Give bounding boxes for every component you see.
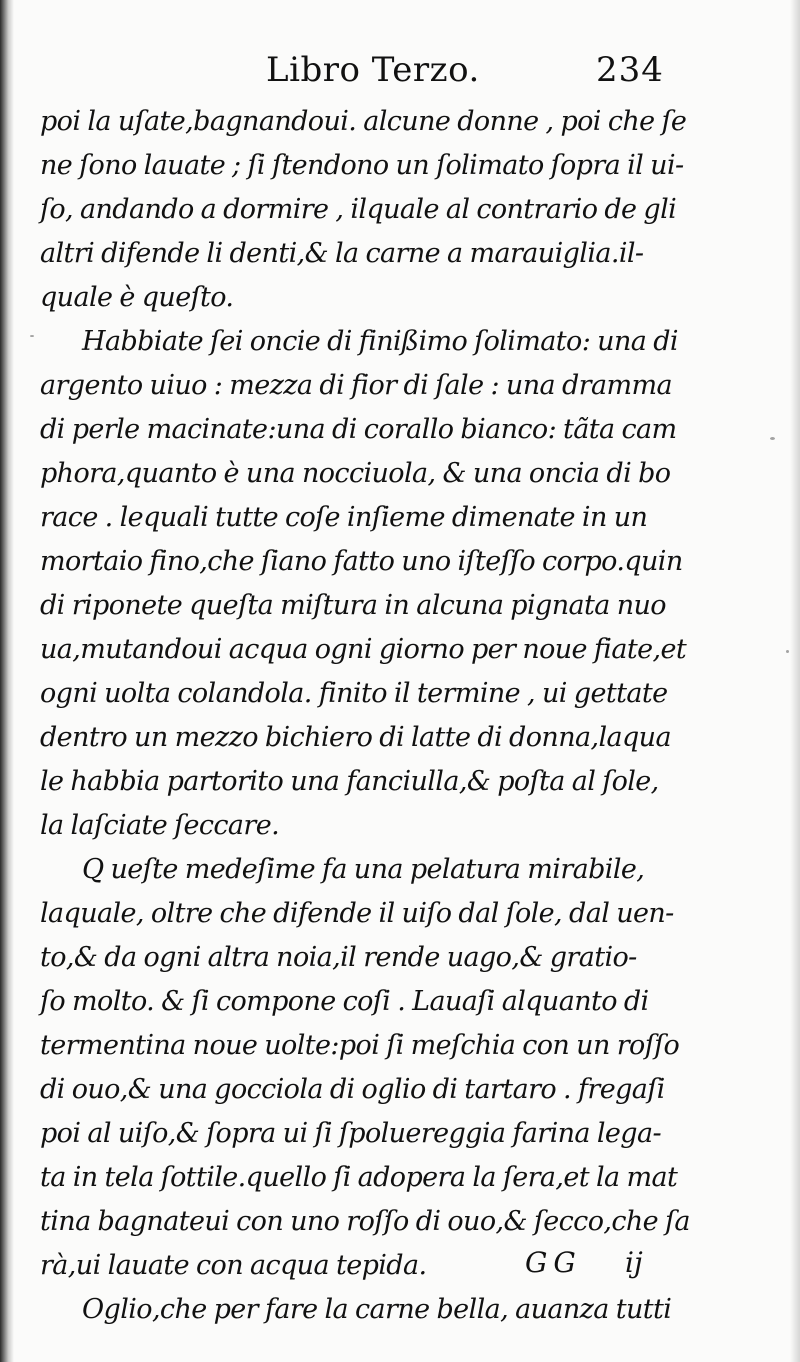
text-line: ſo molto. & ſi compone coſi . Lauaſi alquanto di [40,986,649,1017]
text-line: argento uiuo : mezza di fior di ſale : una dramma [40,370,672,401]
body-text [40,100,740,1332]
text-line: ua,mutandoui acqua ogni giorno per noue fiate,et [40,634,687,665]
text-line: ſo, andando a dormire , ilquale al contrario de gli [40,194,677,225]
text-line: di ouo,& una gocciola di oglio di tartaro . fregaſi [40,1074,665,1105]
signature-mark: GG [525,1246,582,1279]
text-line: termentina noue uolte:poi ſi meſchia con un roſſo [40,1030,680,1061]
page-gutter-shadow [0,0,14,1362]
signature-leaf: ij [625,1246,643,1279]
text-line: poi al uiſo,& ſopra ui ſi ſpoluereggia farina lega- [40,1118,662,1149]
text-line: Habbiate ſei oncie di finißimo ſolimato: una di [82,326,678,357]
text-line: poi la uſate,bagnandoui. alcune donne , poi che ſe [40,106,687,137]
text-line: Q ueſte medeſime fa una pelatura mirabile, [82,854,645,885]
text-line: dentro un mezzo bichiero di latte di donna,laqua [40,722,671,753]
text-line: ogni uolta colandola. finito il termine , ui gettate [40,678,668,709]
text-line: laquale, oltre che difende il uiſo dal ſole, dal uen- [40,898,674,929]
text-line: mortaio fino,che ſiano fatto uno iſteſſo corpo.quin [40,546,683,577]
running-title: Libro Terzo. [266,50,480,90]
text-line: quale è queſto. [40,282,234,313]
text-line: to,& da ogni altra noia,il rende uago,& gratio- [40,942,637,973]
text-line: le habbia partorito una fanciulla,& poſta al ſole, [40,766,659,797]
text-line: altri difende li denti,& la carne a marauiglia.il- [40,238,644,269]
text-line: rà,ui lauate con acqua tepida. [40,1250,427,1281]
text-line: ne ſono lauate ; ſi ſtendono un ſolimato ſopra il ui- [40,150,684,181]
text-line: Oglio,che per fare la carne bella, auanza tutti [82,1294,672,1325]
folio-number: 234 [596,50,664,90]
text-line: la laſciate ſeccare. [40,810,280,841]
text-line: tina bagnateui con uno roſſo di ouo,& ſecco,che ſa [40,1206,690,1237]
text-line: race . lequali tutte coſe inſieme dimenate in un [40,502,648,533]
running-header [40,50,760,100]
text-line: di riponete queſta miſtura in alcuna pignata nuo [40,590,666,621]
signature-line [525,1246,725,1286]
text-line: di perle macinate:una di corallo bianco: tãta cam [40,414,677,445]
text-line: ta in tela ſottile.quello ſi adopera la ſera,et la mat [40,1162,678,1193]
page-edge-shadow [790,0,800,1362]
text-line: phora,quanto è una nocciuola, & una oncia di bo [40,458,671,489]
